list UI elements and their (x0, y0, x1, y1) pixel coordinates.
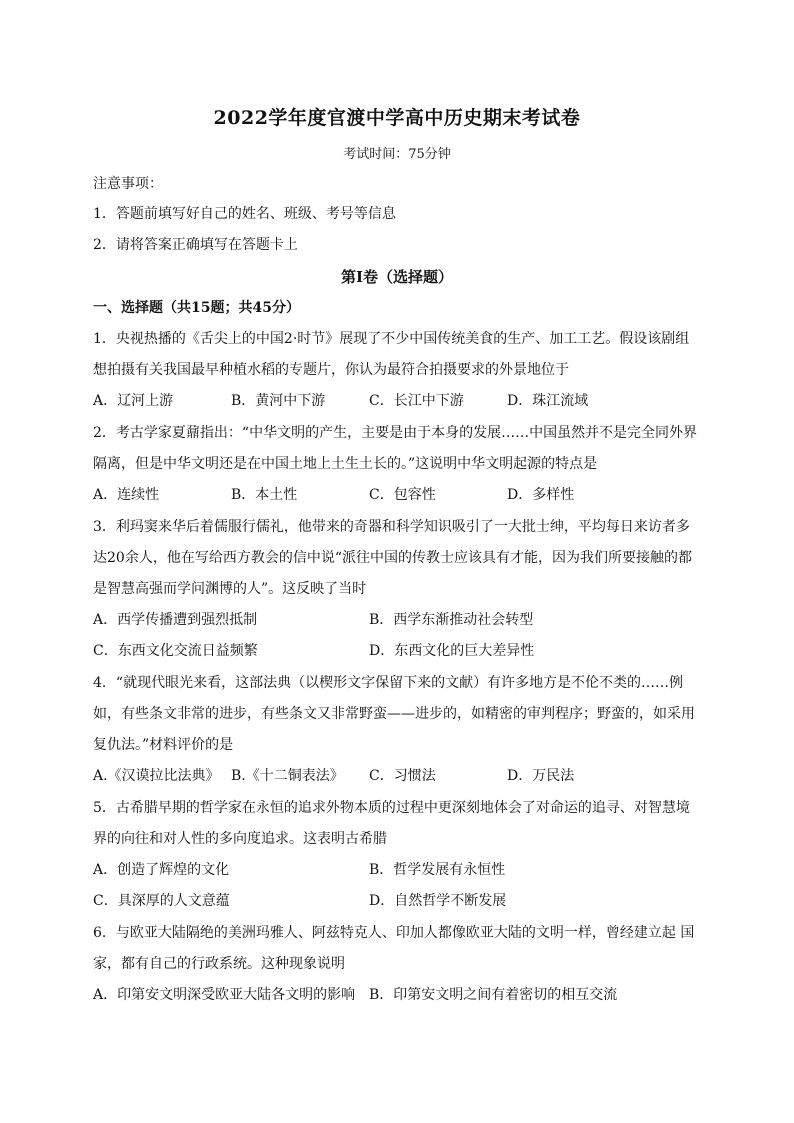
exam-time: 考试时间：75分钟 (343, 147, 451, 162)
question-4-line: 复仇法。”材料评价的是 (93, 737, 234, 753)
question-5-options (93, 891, 713, 911)
option-d[interactable]: D．多样性 (507, 487, 575, 503)
option-c[interactable]: C．东西文化交流日益频繁 (93, 643, 258, 659)
question-3-line: 达20余人，他在写给西方教会的信中说“派往中国的传教士应该具有才能，因为我们所要接触的都 (93, 550, 692, 566)
question-6-line: 家，都有自己的行政系统。这种现象说明 (93, 956, 345, 972)
question-1-line: 1．央视热播的《舌尖上的中国2·时节》展现了不少中国传统美食的生产、加工工艺。假设该剧组 (93, 331, 690, 347)
question-6-line: 6．与欧亚大陆隔绝的美洲玛雅人、阿兹特克人、印加人都像欧亚大陆的文明一样，曾经建立起 国 (93, 925, 695, 941)
question-3-line: 3．利玛窦来华后着儒服行儒礼，他带来的奇器和科学知识吸引了一大批士绅，平均每日来访者多 (93, 519, 690, 535)
question-4-options (93, 766, 713, 786)
option-a[interactable]: A．创造了辉煌的文化 (93, 862, 230, 878)
option-b[interactable]: B．本土性 (231, 487, 298, 503)
option-b[interactable]: B．哲学发展有永恒性 (369, 862, 506, 878)
question-4-line: 4．“就现代眼光来看，这部法典（以楔形文字保留下来的文献）有许多地方是不伦不类的……例 (93, 675, 684, 691)
option-b[interactable]: B.《十二铜表法》 (231, 768, 344, 784)
question-5-line: 5．古希腊早期的哲学家在永恒的追求外物本质的过程中更深刻地体会了对命运的追寻、对智慧境 (93, 800, 690, 816)
option-d[interactable]: D．珠江流域 (507, 393, 589, 409)
option-b[interactable]: B．印第安文明之间有着密切的相互交流 (369, 987, 618, 1003)
question-5-options (93, 860, 713, 880)
section-title: 第I卷（选择题） (340, 268, 454, 286)
option-d[interactable]: D．万民法 (507, 768, 575, 784)
option-d[interactable]: D．自然哲学不断发展 (369, 893, 507, 909)
part-title: 一、选择题（共15题；共45分） (93, 300, 300, 316)
option-c[interactable]: C．习惯法 (369, 768, 436, 784)
question-2-line: 2．考古学家夏鼐指出：“中华文明的产生，主要是由于本身的发展……中国虽然并不是完全同外界 (93, 425, 698, 441)
option-a[interactable]: A.《汉谟拉比法典》 (93, 768, 220, 784)
exam-title: 2022学年度官渡中学高中历史期末考试卷 (213, 107, 581, 129)
question-2-line: 隔离，但是中华文明还是在中国土地上土生土长的。”这说明中华文明起源的特点是 (93, 456, 598, 472)
option-c[interactable]: C．具深厚的人文意蕴 (93, 893, 230, 909)
option-c[interactable]: C．长江中下游 (369, 393, 464, 409)
option-a[interactable]: A．连续性 (93, 487, 160, 503)
option-a[interactable]: A．印第安文明深受欧亚大陆各文明的影响 (93, 987, 356, 1003)
option-a[interactable]: A．辽河上游 (93, 393, 174, 409)
question-4-line: 如，有些条文非常的进步，有些条文又非常野蛮——进步的，如精密的审判程序；野蛮的，如采用 (93, 706, 695, 722)
option-b[interactable]: B．黄河中下游 (231, 393, 326, 409)
note-item: 1．答题前填写好自己的姓名、班级、考号等信息 (93, 206, 396, 222)
option-b[interactable]: B．西学东渐推动社会转型 (369, 612, 534, 628)
option-c[interactable]: C．包容性 (369, 487, 436, 503)
question-2-options (93, 485, 713, 505)
notes-heading: 注意事项： (93, 176, 163, 192)
note-item: 2．请将答案正确填写在答题卡上 (93, 237, 298, 253)
question-5-line: 界的向往和对人性的多向度追求。这表明古希腊 (93, 831, 387, 847)
question-3-options (93, 641, 713, 661)
option-a[interactable]: A．西学传播遭到强烈抵制 (93, 612, 258, 628)
question-3-line: 是智慧高强而学问渊博的人”。这反映了当时 (93, 581, 367, 597)
question-6-options (93, 985, 713, 1005)
question-3-options (93, 610, 713, 630)
question-1-options (93, 391, 713, 411)
option-d[interactable]: D．东西文化的巨大差异性 (369, 643, 535, 659)
question-1-line: 想拍摄有关我国最早种植水稻的专题片，你认为最符合拍摄要求的外景地位于 (93, 362, 569, 378)
